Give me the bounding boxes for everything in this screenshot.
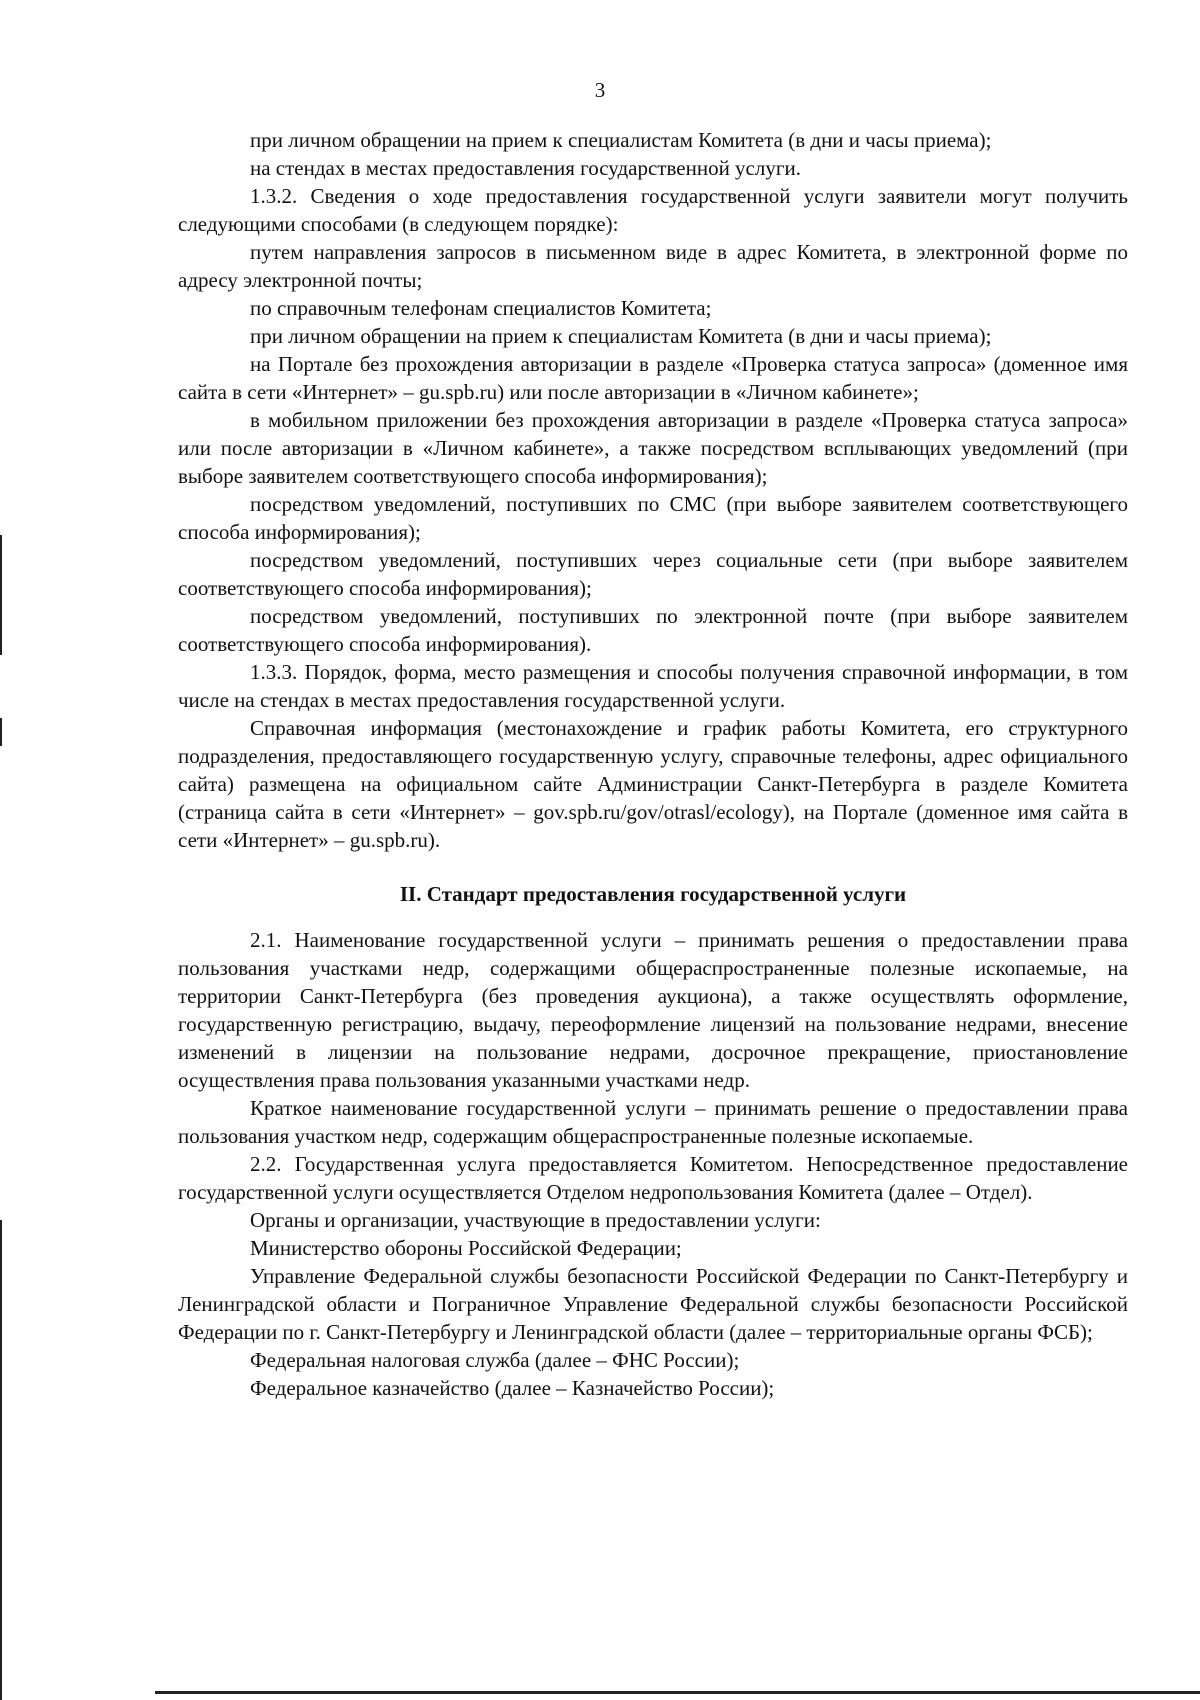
document-body (178, 126, 1128, 1402)
paragraph: Министерство обороны Российской Федерации; (250, 1236, 682, 1260)
scan-edge-mark (0, 1220, 2, 1700)
paragraph: Управление Федеральной службы безопасности Российской Федерации по Санкт-Петербургу и Ленинградской области и Пограничное Управление Федеральной службы безопасности Российской Федерации по г. Санкт-Петербургу и Ленинградской области (далее – территориальные органы ФСБ); (178, 1264, 1128, 1344)
paragraph: Краткое наименование государственной услуги – принимать решение о предоставлении права пользования участком недр, содержащим общераспространенные полезные ископаемые. (178, 1096, 1128, 1148)
paragraph: Федеральное казначейство (далее – Казначейство России); (250, 1376, 775, 1400)
paragraph: посредством уведомлений, поступивших по электронной почте (при выборе заявителем соответствующего способа информирования). (178, 604, 1128, 656)
paragraph: Органы и организации, участвующие в предоставлении услуги: (250, 1208, 821, 1232)
paragraph: на стендах в местах предоставления государственной услуги. (250, 156, 801, 180)
paragraph: при личном обращении на прием к специалистам Комитета (в дни и часы приема); (250, 128, 992, 152)
paragraph: Справочная информация (местонахождение и график работы Комитета, его структурного подразделения, предоставляющего государственную услугу, справочные телефоны, адрес официального сайта) размещена на официальном сайте Администрации Санкт-Петербурга в разделе Комитета (страница сайта в сети «Интернет» – gov.spb.ru/gov/otrasl/ecology), на Портале (доменное имя сайта в сети «Интернет» – gu.spb.ru). (178, 716, 1128, 852)
paragraph: путем направления запросов в письменном виде в адрес Комитета, в электронной форме по адресу электронной почты; (178, 240, 1128, 292)
paragraph: посредством уведомлений, поступивших по СМС (при выборе заявителем соответствующего способа информирования); (178, 492, 1128, 544)
paragraph: в мобильном приложении без прохождения авторизации в разделе «Проверка статуса запроса» или после авторизации в «Личном кабинете», а также посредством всплывающих уведомлений (при выборе заявителем соответствующего способа информирования); (178, 408, 1128, 488)
paragraph: при личном обращении на прием к специалистам Комитета (в дни и часы приема); (250, 324, 992, 348)
scan-edge-mark (0, 535, 2, 655)
paragraph: по справочным телефонам специалистов Комитета; (250, 296, 712, 320)
page-number: 3 (594, 78, 606, 102)
paragraph: 2.2. Государственная услуга предоставляется Комитетом. Непосредственное предоставление государственной услуги осуществляется Отделом недропользования Комитета (далее – Отдел). (178, 1152, 1128, 1204)
section-heading: II. Стандарт предоставления государственной услуги (399, 882, 907, 906)
paragraph: 1.3.3. Порядок, форма, место размещения и способы получения справочной информации, в том числе на стендах в местах предоставления государственной услуги. (178, 660, 1128, 712)
paragraph: посредством уведомлений, поступивших через социальные сети (при выборе заявителем соответствующего способа информирования); (178, 548, 1128, 600)
paragraph: 2.1. Наименование государственной услуги – принимать решения о предоставлении права пользования участками недр, содержащими общераспространенные полезные ископаемые, на территории Санкт-Петербурга (без проведения аукциона), а также осуществлять оформление, государственную регистрацию, выдачу, переоформление лицензий на пользование недрами, внесение изменений в лицензии на пользование недрами, досрочное прекращение, приостановление осуществления права пользования указанными участками недр. (178, 928, 1128, 1092)
paragraph: 1.3.2. Сведения о ходе предоставления государственной услуги заявители могут получить следующими способами (в следующем порядке): (178, 184, 1128, 236)
paragraph: Федеральная налоговая служба (далее – ФНС России); (250, 1348, 740, 1372)
paragraph: на Портале без прохождения авторизации в разделе «Проверка статуса запроса» (доменное имя сайта в сети «Интернет» – gu.spb.ru) или после авторизации в «Личном кабинете»; (178, 352, 1128, 404)
scan-bottom-line (155, 1691, 1200, 1694)
scan-edge-mark (0, 718, 2, 746)
